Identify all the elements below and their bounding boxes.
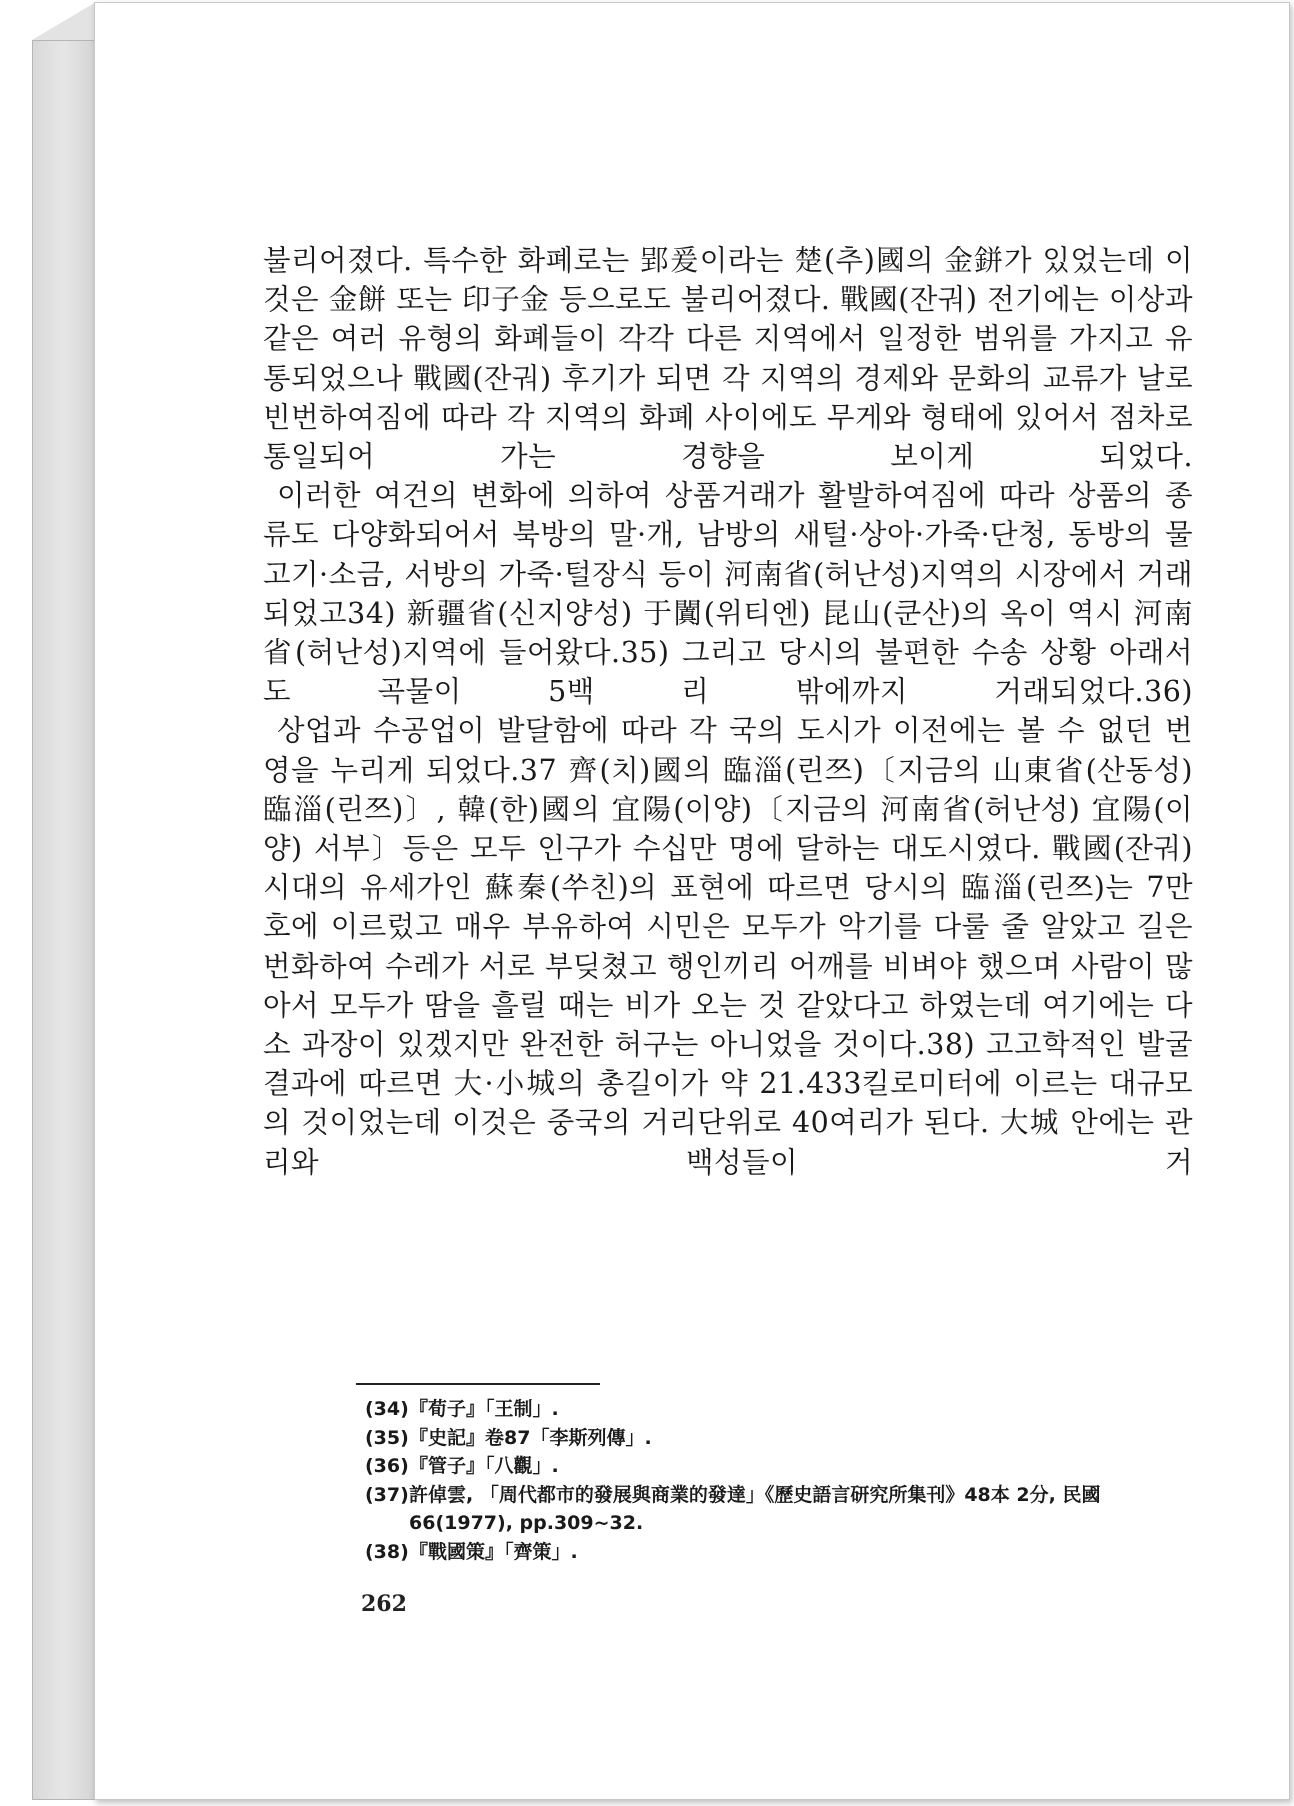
book-page — [94, 2, 1290, 1800]
footnote-divider — [356, 1383, 600, 1385]
paragraph-1: 불리어졌다. 특수한 화폐로는 郢爰이라는 楚(추)國의 金鉼가 있었는데 이것은 金餅 또는 印子金 등으로도 불리어졌다. 戰國(잔궈) 전기에는 이상과 같은 여러 유형의 화폐들이 각각 다른 지역에서 일정한 범위를 가지고 유통되었으나 戰國(잔궈) 후기가 되면 각 지역의 경제와 문화의 교류가 날로 빈번하여짐에 따라 각 지역의 화폐 사이에도 무게와 형태에 있어서 점차로 통일되어 가는 경향을 보이게 되었다. — [263, 244, 1193, 474]
footnote-number: (34) — [365, 1398, 409, 1420]
footnote-item — [365, 1424, 1195, 1453]
footnote-number: (35) — [365, 1426, 409, 1449]
footnote-text: 許倬雲, 「周代都市的發展與商業的發達」《歷史語言研究所集刊》48本 2分, 民國 66(1977), pp.309~32. — [409, 1483, 1101, 1534]
footnote-number: (36) — [365, 1455, 409, 1477]
footnote-item — [365, 1538, 1195, 1567]
paragraph-2: 이러한 여건의 변화에 의하여 상품거래가 활발하여짐에 따라 상품의 종류도 다양화되어서 북방의 말·개, 남방의 새털·상아·가죽·단청, 동방의 물고기·소금, 서방의 가죽·털장식 등이 河南省(허난성)지역의 시장에서 거래되었고34) 新疆省(신지양성) 于闐(위티엔) 昆山(쿤산)의 옥이 역시 河南省(허난성)지역에 들어왔다.35) 그리고 당시의 불편한 수송 상황 아래서도 곡물이 5백 리 밖에까지 거래되었다.36) — [263, 479, 1193, 709]
footnotes — [365, 1395, 1195, 1566]
footnote-text: 『史記』卷87「李斯列傳」. — [409, 1426, 652, 1449]
book-spine-top — [32, 2, 96, 40]
footnote-number: (37) — [365, 1483, 409, 1506]
footnote-text: 『戰國策』「齊策」. — [409, 1540, 578, 1563]
footnote-item — [365, 1452, 1195, 1481]
body-text — [263, 241, 1193, 1182]
footnote-text: 『荀子』「王制」. — [409, 1398, 559, 1420]
footnote-item — [365, 1481, 1195, 1538]
page-number: 262 — [361, 1591, 407, 1617]
footnote-item — [365, 1395, 1195, 1424]
paragraph-3: 상업과 수공업이 발달함에 따라 각 국의 도시가 이전에는 볼 수 없던 번영을 누리게 되었다.37 齊(치)國의 臨淄(린쯔)〔지금의 山東省(산동성) 臨淄(린쯔)〕, 韓(한)國의 宜陽(이양)〔지금의 河南省(허난성) 宜陽(이양) 서부〕등은 모두 인구가 수십만 명에 달하는 대도시였다. 戰國(잔궈)시대의 유세가인 蘇秦(쑤친)의 표현에 따르면 당시의 臨淄(린쯔)는 7만 호에 이르렀고 매우 부유하여 시민은 모두가 악기를 다룰 줄 알았고 길은 번화하여 수레가 서로 부딪쳤고 행인끼리 어깨를 비벼야 했으며 사람이 많아서 모두가 땀을 흘릴 때는 비가 오는 것 같았다고 하였는데 여기에는 다소 과장이 있겠지만 완전한 허구는 아니었을 것이다.38) 고고학적인 발굴결과에 따르면 大·小城의 총길이가 약 21.433킬로미터에 이르는 대규모의 것이었는데 이것은 중국의 거리단위로 40여리가 된다. 大城 안에는 관리와 백성들이 거 — [263, 714, 1193, 1179]
book-spine — [32, 40, 96, 1800]
footnote-text: 『管子』「八觀」. — [409, 1455, 559, 1477]
footnote-number: (38) — [365, 1540, 409, 1563]
